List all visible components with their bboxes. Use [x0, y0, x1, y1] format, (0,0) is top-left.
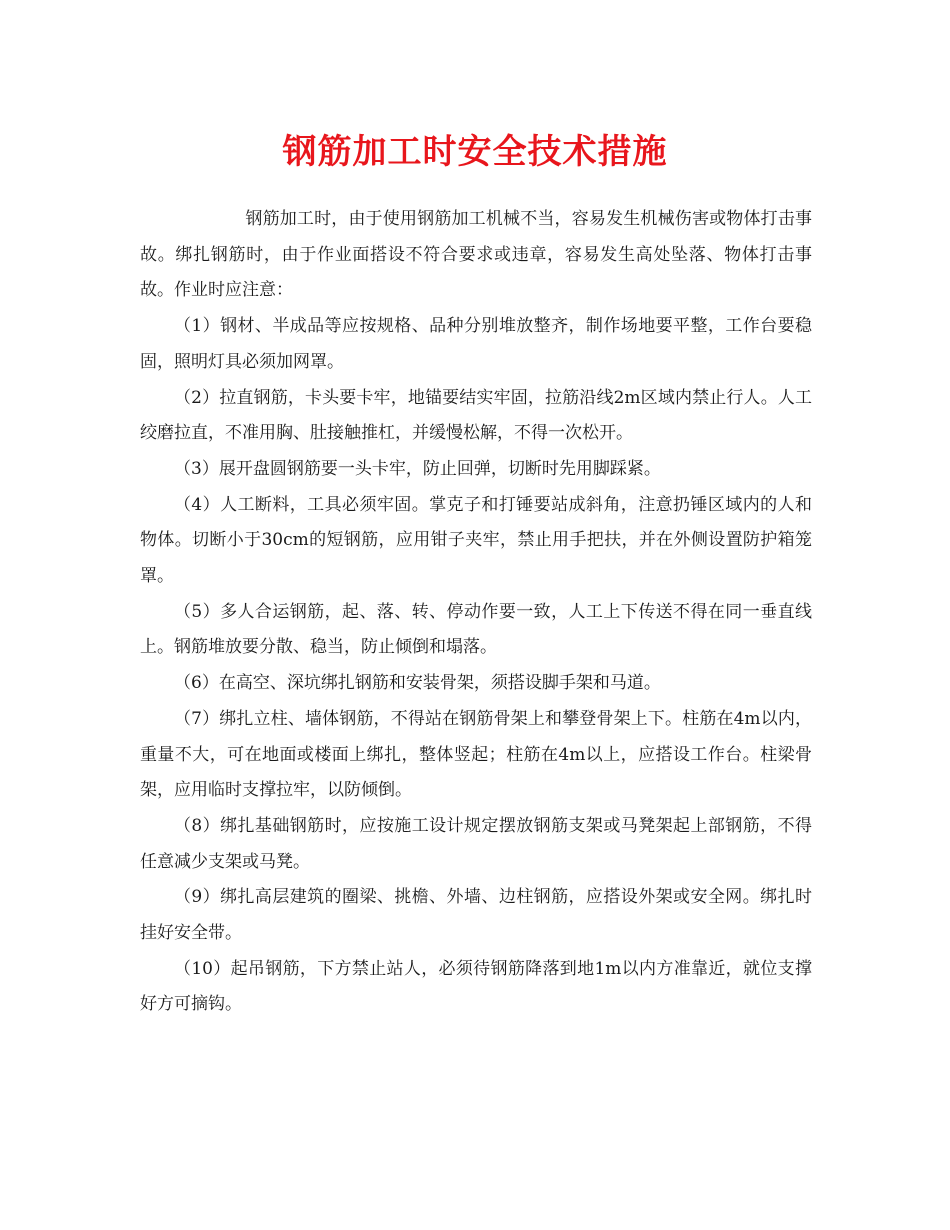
- safety-item-4: （4）人工断料，工具必须牢固。掌克子和打锤要站成斜角，注意扔锤区域内的人和物体。切断小于30cm的短钢筋，应用钳子夹牢，禁止用手把扶，并在外侧设置防护箱笼罩。: [140, 494, 812, 587]
- document-title: 钢筋加工时安全技术措施: [282, 132, 668, 172]
- safety-item-10: （10）起吊钢筋，下方禁止站人，必须待钢筋降落到地1m以内方准靠近，就位支撑好方可摘钩。: [140, 958, 812, 1015]
- document-body: [140, 202, 812, 1023]
- safety-item-6: （6）在高空、深坑绑扎钢筋和安装骨架，须搭设脚手架和马道。: [174, 673, 661, 694]
- safety-item-2: （2）拉直钢筋，卡头要卡牢，地锚要结实牢固，拉筋沿线2m区域内禁止行人。人工绞磨拉直，不准用胸、肚接触推杠，并缓慢松解，不得一次松开。: [140, 387, 812, 444]
- safety-item-8: （8）绑扎基础钢筋时，应按施工设计规定摆放钢筋支架或马凳架起上部钢筋，不得任意减少支架或马凳。: [140, 815, 812, 872]
- safety-item-5: （5）多人合运钢筋，起、落、转、停动作要一致，人工上下传送不得在同一垂直线上。钢筋堆放要分散、稳当，防止倾倒和塌落。: [140, 601, 812, 658]
- intro-paragraph: 钢筋加工时，由于使用钢筋加工机械不当，容易发生机械伤害或物体打击事故。绑扎钢筋时，由于作业面搭设不符合要求或违章，容易发生高处坠落、物体打击事故。作业时应注意：: [140, 209, 812, 301]
- safety-item-3: （3）展开盘圆钢筋要一头卡牢，防止回弹，切断时先用脚踩紧。: [174, 458, 661, 479]
- safety-item-9: （9）绑扎高层建筑的圈梁、挑檐、外墙、边柱钢筋，应搭设外架或安全网。绑扎时挂好安全带。: [140, 887, 812, 944]
- safety-item-7: （7）绑扎立柱、墙体钢筋，不得站在钢筋骨架上和攀登骨架上下。柱筋在4m以内，重量不大，可在地面或楼面上绑扎，整体竖起；柱筋在4m以上，应搭设工作台。柱梁骨架，应用临时支撑拉牢，以防倾倒。: [140, 708, 812, 801]
- safety-item-1: （1）钢材、半成品等应按规格、品种分别堆放整齐，制作场地要平整，工作台要稳固，照明灯具必须加网罩。: [140, 316, 812, 372]
